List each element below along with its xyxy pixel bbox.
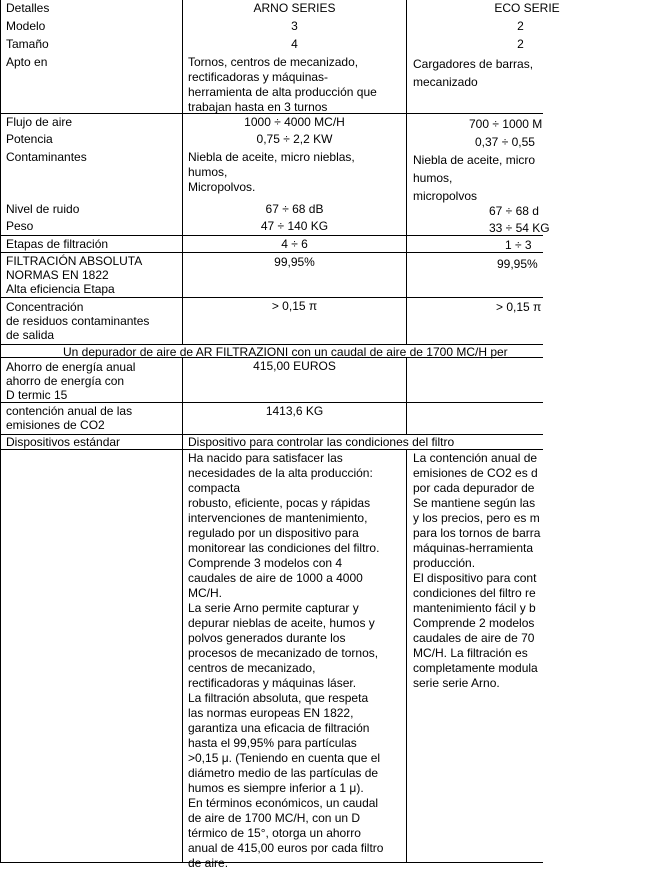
eco-apto-en: Cargadores de barras, mecanizado [413, 57, 534, 89]
header-details: Detalles [6, 1, 50, 15]
eco-etapas-filtracion: 1 ÷ 3 [505, 238, 532, 252]
label-concentracion: Concentración de residuos contaminantes de salida [6, 300, 150, 342]
label-ahorro-energia: Ahorro de energía anual ahorro de energía con D termic 15 [6, 360, 136, 402]
row-divider [0, 297, 543, 298]
row-divider [0, 235, 543, 236]
column-divider [406, 0, 407, 345]
label-contaminantes: Contaminantes [6, 150, 87, 164]
savings-banner: Un depurador de aire de AR FILTRAZIONI con un caudal de aire de 1700 MC/H per [63, 345, 508, 359]
eco-nivel-ruido: 67 ÷ 68 d [489, 204, 539, 218]
eco-potencia: 0,37 ÷ 0,55 [475, 135, 535, 149]
arno-nivel-ruido: 67 ÷ 68 dB [265, 202, 324, 216]
column-divider [406, 358, 407, 435]
row-divider [0, 449, 543, 450]
label-nivel-ruido: Nivel de ruido [6, 202, 80, 216]
eco-concentracion: > 0,15 π [496, 300, 542, 314]
arno-description: Ha nacido para satisfacer las necesidades de la alta producción: compacta robusto, eficiente, pocas y rápidas intervenciones de mantenimiento, regulado por un dispositivo para monitorear las condiciones del filtro. Comprende 3 modelos con 4 caudales de aire de 1000 a 4000 MC/H. La serie Arno permite capturar y depurar nieblas de aceite, humos y polvos generados durante los procesos de mecanizado de tornos, centros de mecanizado, rectificadoras y máquinas láser. La filtración absoluta, que respeta las normas europeas EN 1822, garantiza una eficacia de filtración hasta el 99,95% para partículas >0,15 μ. (Teniendo en cuenta que el diámetro medio de las partículas de humos es siempre inferior a 1 μ). En términos económicos, un caudal de aire de 1700 MC/H, con un D térmico de 15°, otorga un ahorro anual de 415,00 euros por cada filtro de aire. [188, 451, 384, 870]
eco-peso: 33 ÷ 54 KG [489, 221, 550, 235]
eco-modelo: 2 [517, 19, 524, 33]
label-tamano: Tamaño [6, 37, 49, 51]
label-filtracion-absoluta: FILTRACIÓN ABSOLUTA NORMAS EN 1822 Alta eficiencia Etapa [6, 254, 143, 296]
column-divider [182, 358, 183, 863]
arno-concentracion: > 0,15 π [271, 299, 318, 313]
dispositivos-value: Dispositivo para controlar las condiciones del filtro [188, 435, 455, 449]
column-divider [406, 449, 407, 863]
label-apto-en: Apto en [6, 55, 48, 69]
row-divider [0, 402, 543, 403]
label-potencia: Potencia [6, 132, 53, 146]
eco-flujo-aire: 700 ÷ 1000 M [469, 117, 543, 131]
arno-potencia: 0,75 ÷ 2,2 KW [256, 132, 333, 146]
label-dispositivos: Dispositivos estándar [6, 435, 121, 449]
arno-apto-en: Tornos, centros de mecanizado, rectificadoras y máquinas- herramienta de alta producción que trabajan hasta en 3 turnos [188, 55, 377, 114]
header-eco-series: ECO SERIE [494, 1, 560, 15]
arno-peso: 47 ÷ 140 KG [260, 219, 329, 233]
arno-ahorro-energia: 415,00 EUROS [253, 359, 336, 373]
label-peso: Peso [6, 219, 34, 233]
eco-contaminantes: Niebla de aceite, micro humos, micropolvos [413, 153, 536, 203]
arno-tamano: 4 [291, 37, 298, 51]
column-divider [182, 0, 183, 345]
label-modelo: Modelo [6, 19, 46, 33]
label-etapas-filtracion: Etapas de filtración [6, 237, 109, 251]
eco-tamano: 2 [517, 37, 524, 51]
label-contencion-co2: contención anual de las emisiones de CO2 [6, 404, 133, 432]
arno-etapas-filtracion: 4 ÷ 6 [281, 237, 308, 251]
arno-contaminantes: Niebla de aceite, micro nieblas, humos, Micropolvos. [188, 150, 355, 194]
arno-contencion-co2: 1413,6 KG [265, 404, 324, 418]
header-arno-series: ARNO SERIES [253, 1, 336, 15]
label-flujo-aire: Flujo de aire [6, 115, 73, 129]
eco-filtracion: 99,95% [497, 257, 538, 271]
column-divider [0, 0, 1, 863]
arno-filtracion: 99,95% [274, 255, 315, 269]
arno-flujo-aire: 1000 ÷ 4000 MC/H [244, 115, 345, 129]
eco-description: La contención anual de emisiones de CO2 es d por cada depurador de Se mantiene según las y los precios, pero es m para los tornos de barra máquinas-herramienta producción. El dispositivo para cont condiciones del filtro re mantenimiento fácil y b Comprende 2 modelos caudales de aire de 70 MC/H. La filtración es completamente modula serie serie Arno. [413, 451, 541, 690]
row-divider [0, 252, 543, 253]
arno-modelo: 3 [291, 19, 298, 33]
